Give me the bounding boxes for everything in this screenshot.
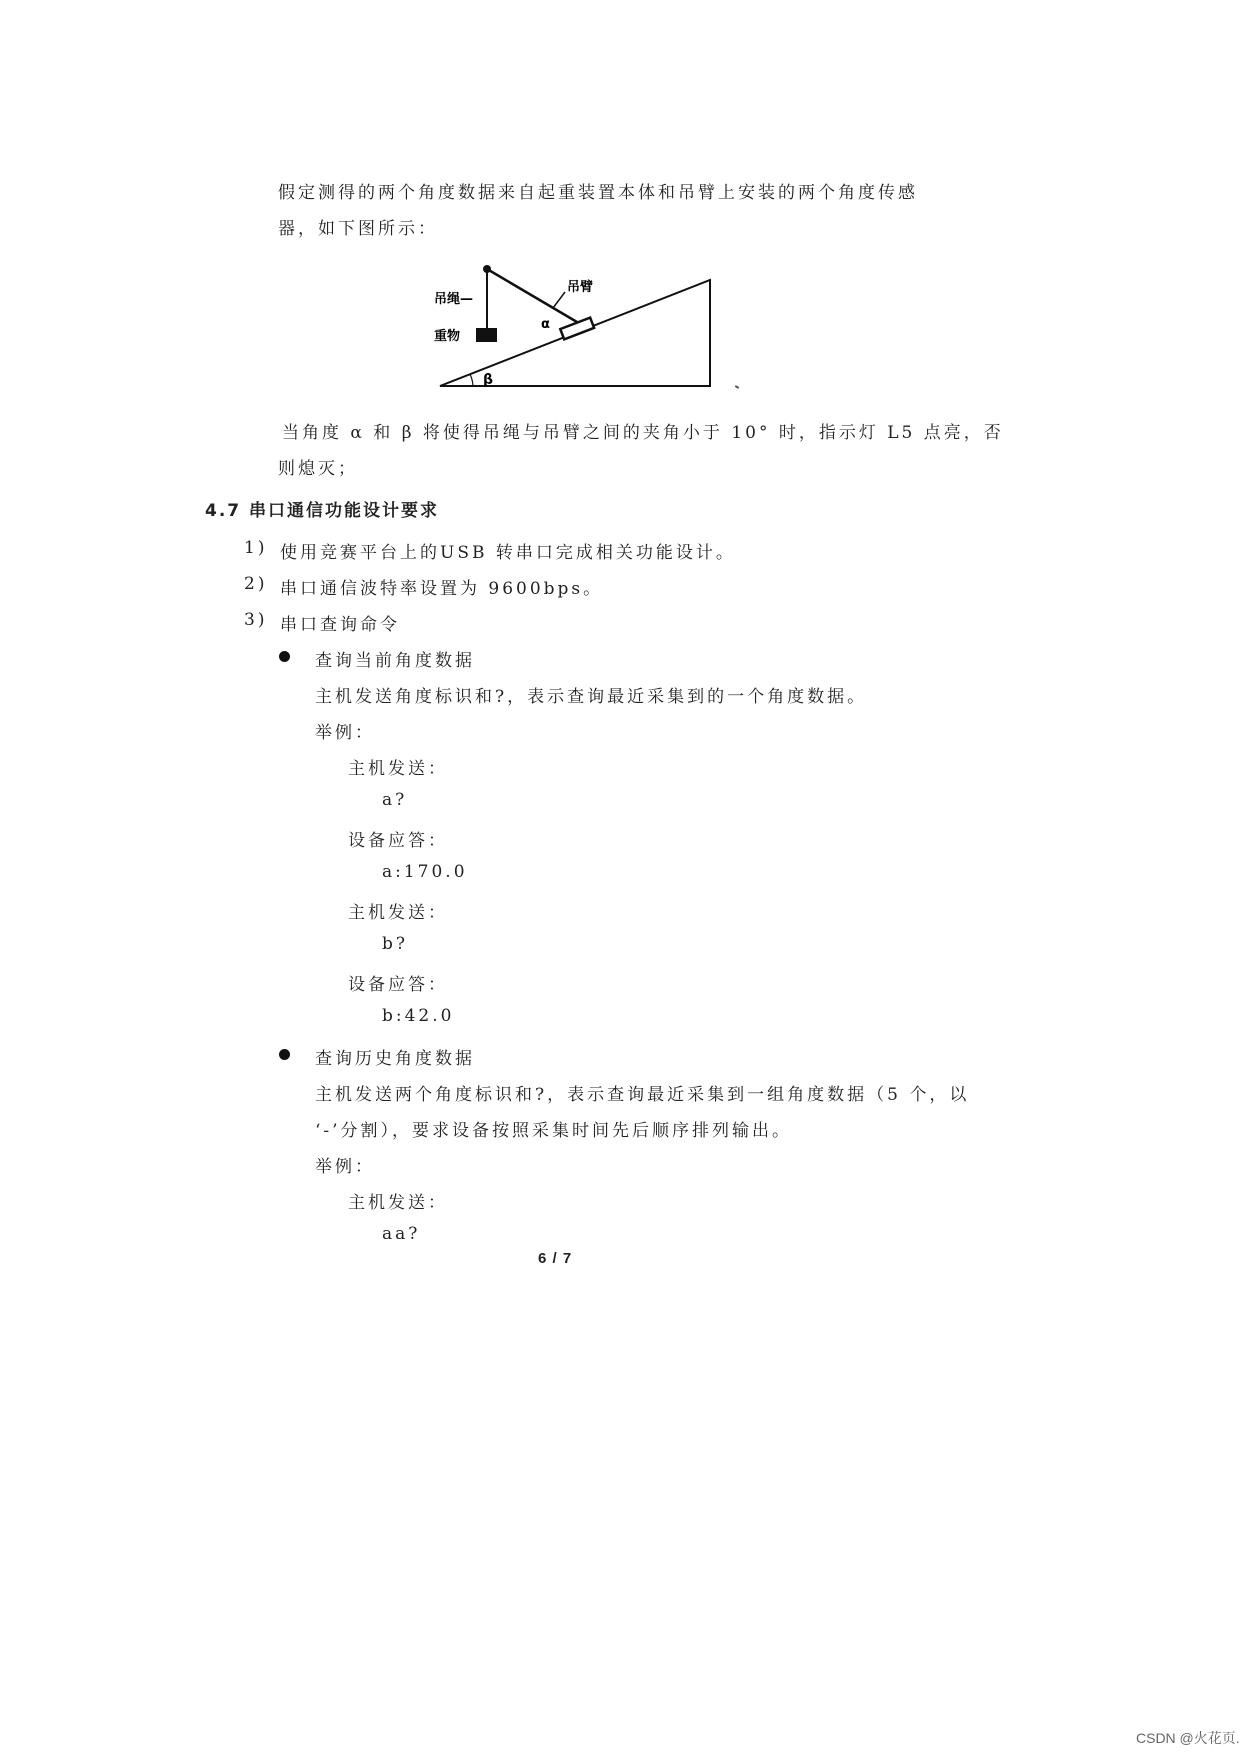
item-1-text: 使用竞赛平台上的USB 转串口完成相关功能设计。 <box>280 543 736 563</box>
intro-line-2: 器，如下图所示： <box>278 219 438 239</box>
arm-label: 吊臂 <box>567 280 594 295</box>
bullet-1-title: 查询当前角度数据 <box>315 651 475 671</box>
condition-line-1: 当角度 α 和 β 将使得吊绳与吊臂之间的夹角小于 10° 时，指示灯 L5 点亮，否 <box>282 423 1004 443</box>
csdn-watermark: CSDN @火花页. <box>1136 1730 1240 1746</box>
rope-label: 吊绳— <box>434 292 474 307</box>
bullet-2-host-1: 主机发送： <box>348 1193 448 1213</box>
bullet-2-desc-2: ‘-’分割），要求设备按照采集时间先后顺序排列输出。 <box>315 1121 793 1141</box>
weight-label: 重物 <box>434 329 461 344</box>
beta-arc <box>470 374 473 386</box>
item-3-text: 串口查询命令 <box>280 615 400 635</box>
bullet-1-device-2: 设备应答： <box>348 975 448 995</box>
bullet-1-device-1: 设备应答： <box>348 831 448 851</box>
bullet-1-host-1: 主机发送： <box>348 759 448 779</box>
bullet-1-desc: 主机发送角度标识和?，表示查询最近采集到的一个角度数据。 <box>315 687 868 707</box>
bullet-2-cmd-1: aa? <box>382 1224 421 1244</box>
item-1-number: 1) <box>244 538 268 558</box>
page-number: 6 / 7 <box>538 1250 573 1267</box>
bullet-1-cmd-1: a? <box>382 790 408 810</box>
item-2-text: 串口通信波特率设置为 9600bps。 <box>280 579 604 599</box>
crane-arm <box>487 269 577 322</box>
crane-diagram <box>425 260 755 400</box>
bullet-2-desc-1: 主机发送两个角度标识和?，表示查询最近采集到一组角度数据（5 个，以 <box>315 1085 970 1105</box>
bullet-1-example: 举例： <box>315 723 375 743</box>
intro-line-1: 假定测得的两个角度数据来自起重装置本体和吊臂上安装的两个角度传感 <box>278 183 918 203</box>
arm-label-pointer <box>553 292 565 308</box>
bullet-1-dot <box>279 651 290 662</box>
alpha-label: α <box>541 317 550 332</box>
bullet-2-title: 查询历史角度数据 <box>315 1049 475 1069</box>
bullet-1-resp-2: b:42.0 <box>382 1006 455 1026</box>
item-3-number: 3) <box>244 610 268 630</box>
beta-label: β <box>483 372 494 388</box>
bullet-2-dot <box>279 1049 290 1060</box>
item-2-number: 2) <box>244 574 268 594</box>
bullet-1-host-2: 主机发送： <box>348 903 448 923</box>
section-heading: 4.7 串口通信功能设计要求 <box>205 501 440 521</box>
bullet-2-example: 举例： <box>315 1157 375 1177</box>
weight-block <box>476 328 497 342</box>
bullet-1-resp-1: a:170.0 <box>382 862 468 882</box>
bullet-1-cmd-2: b? <box>382 934 408 954</box>
condition-line-2: 则熄灭； <box>278 459 358 479</box>
